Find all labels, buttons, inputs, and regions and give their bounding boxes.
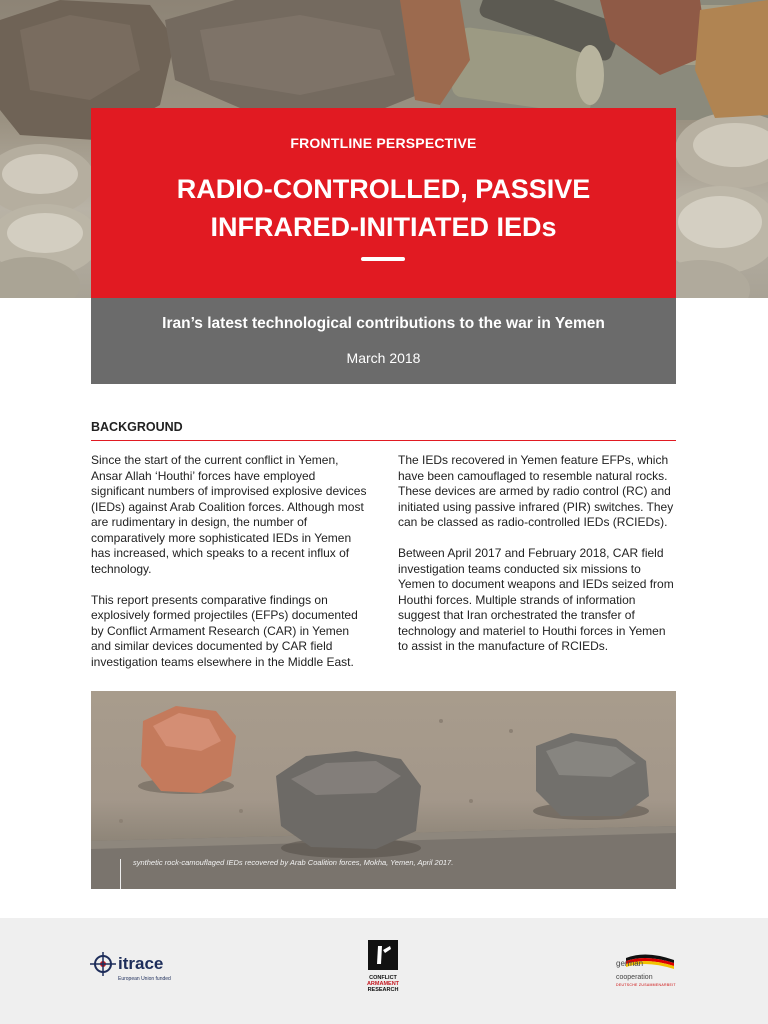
- photo-caption: synthetic rock-camouflaged IEDs recovered by Arab Coalition forces, Mokha, Yemen, April 2017.: [133, 858, 454, 867]
- left-column: [91, 453, 369, 686]
- subtitle-band: [91, 298, 676, 384]
- title-banner: [91, 108, 676, 298]
- rock-ied-photo: [91, 691, 676, 889]
- car-emblem-icon: [364, 940, 402, 970]
- german-tagline: DEUTSCHE ZUSAMMENARBEIT: [616, 983, 676, 987]
- section-heading: BACKGROUND: [91, 420, 676, 441]
- paragraph: Since the start of the current conflict in Yemen, Ansar Allah ‘Houthi’ forces have employed significant numbers of improvised explosive devices (IEDs) against Arab Coalition forces. Although most are rudimentary in design, the number of comparatively more sophisticated IEDs in Yemen has increased, which speaks to a recent influx of technology.: [91, 453, 367, 576]
- title-divider: [361, 257, 405, 261]
- caption-divider: [120, 859, 121, 889]
- car-logo: [364, 940, 402, 993]
- paragraph: The IEDs recovered in Yemen feature EFPs, which have been camouflaged to resemble natural rocks. These devices are armed by radio control (RC) and initiated using passive infrared (PIR) switches. They can be classed as radio-controlled IEDs (RCIEDs).: [398, 453, 674, 529]
- german-word: german: [616, 959, 644, 968]
- right-column: [398, 453, 676, 670]
- report-subtitle: Iran’s latest technological contributions to the war in Yemen: [162, 315, 605, 332]
- title-line-1: RADIO-CONTROLLED, PASSIVE: [176, 174, 591, 204]
- crosshair-icon: [90, 952, 116, 976]
- paragraph: Between April 2017 and February 2018, CAR field investigation teams conducted six missions to Yemen to document weapons and IEDs seized from Houthi forces. Multiple strands of information suggest that Iran orchestrated the transfer of technology and materiel to Houthi forces in Yemen to assist in the manufacture of RCIEDs.: [398, 546, 674, 653]
- german-cooperation-word: cooperation: [616, 974, 653, 981]
- car-line-2: ARMAMENT: [366, 981, 400, 987]
- itrace-tagline: European Union funded: [118, 976, 171, 982]
- car-line-3: RESEARCH: [367, 987, 399, 993]
- paragraph: This report presents comparative findings on explosively formed projectiles (EFPs) documented by Conflict Armament Research (CAR) in Yemen and similar devices documented by CAR field investigation teams elsewhere in the Middle East.: [91, 592, 358, 669]
- title-line-2: INFRARED-INITIATED IEDs: [210, 212, 557, 242]
- kicker-label: FRONTLINE PERSPECTIVE: [290, 135, 477, 151]
- footer: [0, 918, 768, 1024]
- report-date: March 2018: [346, 350, 421, 366]
- car-line-1: CONFLICT: [369, 975, 397, 981]
- itrace-name: itrace: [118, 954, 164, 973]
- report-title: [91, 170, 676, 246]
- itrace-logo: [90, 952, 171, 982]
